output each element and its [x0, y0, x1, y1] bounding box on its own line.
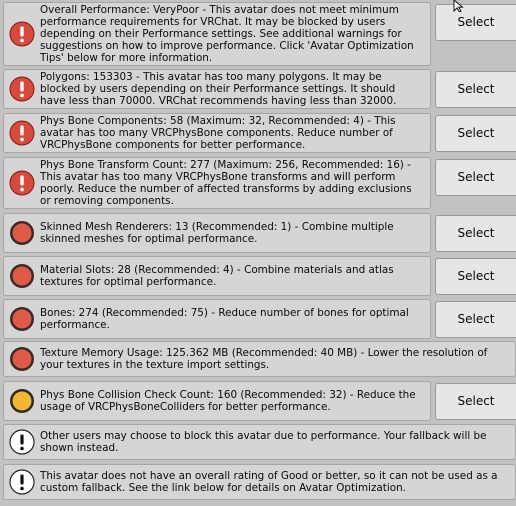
red-dot-icon — [9, 220, 35, 246]
error-exclamation-icon — [9, 170, 35, 196]
info-message-fallback — [0, 464, 516, 500]
message-box — [3, 2, 431, 66]
validation-message-phys-bone-transforms — [0, 157, 516, 209]
validation-message-polygons — [0, 69, 516, 109]
select-button[interactable]: Select — [435, 301, 516, 338]
error-exclamation-icon — [9, 21, 35, 47]
message-text: Phys Bone Collision Check Count: 160 (Recommended: 32) - Reduce the usage of VRCPhysBoneColliders for better performance. — [40, 389, 416, 413]
select-button[interactable]: Select — [435, 258, 516, 295]
message-text: This avatar does not have an overall rating of Good or better, so it can not be used as a custom fallback. See the link below for details on Avatar Optimization. — [40, 470, 498, 494]
message-box — [3, 113, 431, 153]
select-button[interactable]: Select — [435, 71, 516, 108]
message-text: Texture Memory Usage: 125.362 MB (Recommended: 40 MB) - Lower the resolution of your textures in the texture import settings. — [40, 347, 488, 371]
error-exclamation-icon — [9, 120, 35, 146]
validation-message-overall-performance — [0, 2, 516, 66]
message-text: Polygons: 153303 - This avatar has too many polygons. It may be blocked by users depending on their Performance settings. It should have less than 70000. VRChat recommends having less than 32000. — [40, 71, 397, 107]
validation-message-phys-bone-collision — [0, 381, 516, 421]
error-exclamation-icon — [9, 76, 35, 102]
select-button[interactable]: Select — [435, 4, 516, 41]
message-text: Skinned Mesh Renderers: 13 (Recommended: 1) - Combine multiple skinned meshes for optimal performance. — [40, 221, 394, 245]
message-text: Bones: 274 (Recommended: 75) - Reduce number of bones for optimal performance. — [40, 307, 409, 331]
red-dot-icon — [9, 346, 35, 372]
select-button[interactable]: Select — [435, 115, 516, 152]
red-dot-icon — [9, 306, 35, 332]
message-text: Phys Bone Transform Count: 277 (Maximum: 256, Recommended: 16) - This avatar has too many VRCPhysBone transforms and will perform poorly. Reduce the number of affected transforms by adding exclusions or removing components. — [40, 159, 412, 207]
message-box — [3, 424, 516, 460]
validation-message-phys-bone-components — [0, 113, 516, 153]
validation-message-skinned-mesh-renderers — [0, 213, 516, 253]
select-button[interactable]: Select — [435, 159, 516, 196]
message-text: Overall Performance: VeryPoor - This avatar does not meet minimum performance requirements for VRChat. It may be blocked by users depending on their Performance settings. See additional warnings for suggestions on how to improve performance. Click 'Avatar Optimization Tips' below for more information. — [40, 4, 414, 64]
message-box — [3, 256, 431, 296]
mouse-cursor-icon — [453, 0, 469, 12]
message-box — [3, 299, 431, 339]
message-box — [3, 341, 516, 377]
red-dot-icon — [9, 263, 35, 289]
select-button[interactable]: Select — [435, 383, 516, 420]
select-button[interactable]: Select — [435, 215, 516, 252]
validation-message-texture-memory — [0, 341, 516, 377]
yellow-dot-icon — [9, 388, 35, 414]
message-box — [3, 69, 431, 109]
message-text: Phys Bone Components: 58 (Maximum: 32, Recommended: 4) - This avatar has too many VRCPhysBone components. Reduce number of VRCPhysBone components for better performance. — [40, 115, 396, 151]
message-box — [3, 464, 516, 500]
message-text: Material Slots: 28 (Recommended: 4) - Combine materials and atlas textures for optimal performance. — [40, 264, 394, 288]
info-exclamation-icon — [9, 469, 35, 495]
message-box — [3, 213, 431, 253]
message-text: Other users may choose to block this avatar due to performance. Your fallback will be shown instead. — [40, 430, 487, 454]
info-message-blocking — [0, 424, 516, 460]
validation-message-bones — [0, 299, 516, 339]
message-box — [3, 157, 431, 209]
info-exclamation-icon — [9, 429, 35, 455]
message-box — [3, 381, 431, 421]
validation-message-material-slots — [0, 256, 516, 296]
